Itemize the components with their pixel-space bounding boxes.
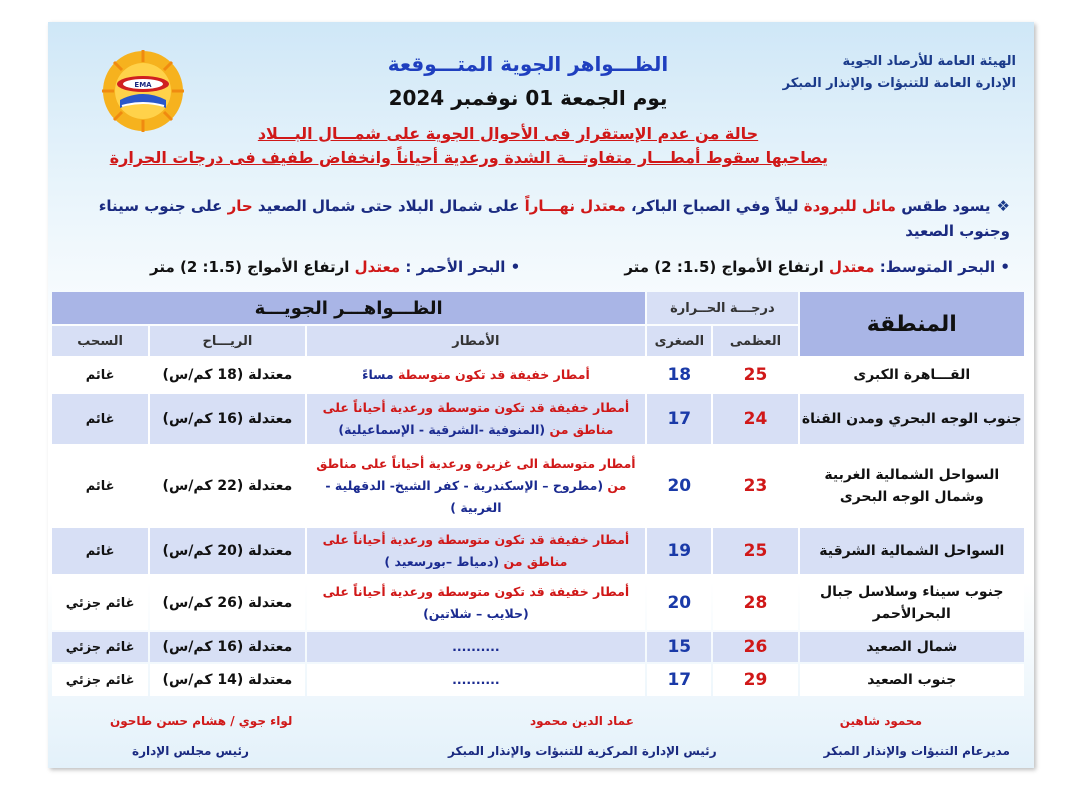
- summary-highlight: حار: [227, 197, 253, 215]
- header-min: الصغرى: [647, 326, 711, 356]
- cell-region: شمال الصعيد: [800, 632, 1024, 662]
- cell-wind: معتدلة (26 كم/س): [150, 576, 304, 630]
- signature-title: رئيس الإدارة المركزية للتنبؤات والإنذار المبكر: [448, 744, 717, 758]
- cell-clouds: غائم: [52, 528, 148, 574]
- med-sea: [624, 258, 1010, 276]
- ema-logo: [100, 48, 186, 134]
- header-region: المنطقة: [800, 292, 1024, 356]
- cell-min-temp: 20: [647, 576, 711, 630]
- cell-max-temp: 28: [713, 576, 797, 630]
- header-clouds: السحب: [52, 326, 148, 356]
- cell-min-temp: 17: [647, 664, 711, 696]
- red-sea-waves: ارتفاع الأمواج (1.5: 2) متر: [150, 258, 355, 276]
- org-department: الإدارة العامة للتنبؤات والإنذار المبكر: [782, 76, 1016, 91]
- sea-state: [80, 258, 1010, 276]
- rain-areas: (مطروح – الإسكندرية - كفر الشيخ- الدقهلية - الغربية ): [325, 478, 604, 515]
- cell-wind: معتدلة (14 كم/س): [150, 664, 304, 696]
- cell-min-temp: 17: [647, 394, 711, 444]
- diamond-bullet-icon: ❖: [996, 197, 1010, 215]
- cell-min-temp: 15: [647, 632, 711, 662]
- signature-name: لواء جوي / هشام حسن طاحون: [110, 714, 293, 728]
- cell-max-temp: 25: [713, 358, 797, 392]
- summary-highlight: معتدل نهـــاراً: [524, 197, 626, 215]
- cell-rain: [307, 528, 646, 574]
- cell-rain: [307, 664, 646, 696]
- cell-rain: [307, 394, 646, 444]
- rain-text: أمطار خفيفة قد تكون متوسطة: [393, 367, 590, 382]
- cell-clouds: غائم جزئي: [52, 664, 148, 696]
- rain-areas: (حلايب – شلاتين): [423, 606, 529, 621]
- table-row: [52, 576, 1024, 630]
- signature-2: [530, 714, 634, 728]
- cell-max-temp: 29: [713, 664, 797, 696]
- summary-part: ليلاً وفي الصباح الباكر،: [625, 197, 804, 215]
- rain-areas: (دمياط –بورسعيد ): [384, 554, 500, 569]
- med-sea-state: معتدل: [828, 258, 875, 276]
- cell-region: القـــاهرة الكبرى: [800, 358, 1024, 392]
- cell-clouds: غائم: [52, 394, 148, 444]
- logo-text: EMA: [134, 81, 152, 89]
- cell-region: جنوب سيناء وسلاسل جبال البحرالأحمر: [800, 576, 1024, 630]
- signature-title: رئيس مجلس الإدارة: [132, 744, 249, 758]
- header-rain: الأمطار: [307, 326, 646, 356]
- table-row: [52, 446, 1024, 526]
- header-phenomena: الظـــواهـــر الجويـــة: [52, 292, 645, 324]
- signature-2-title-box: [448, 744, 717, 758]
- cell-rain: [307, 358, 646, 392]
- signature-3-title-box: [132, 744, 249, 758]
- signature-title: مديرعام التنبؤات والإنذار المبكر: [823, 744, 1010, 758]
- page-title: الظـــواهر الجوية المتـــوقعة: [387, 52, 669, 76]
- headline-line-1: حالة من عدم الإستقرار فى الأحوال الجوية على شمـــال البـــلاد: [257, 124, 759, 143]
- header-temperature: درجـــة الحــرارة: [647, 292, 797, 324]
- table-row: [52, 528, 1024, 574]
- table-row: [52, 664, 1024, 696]
- rain-text: أمطار خفيفة قد تكون متوسطة ورعدية أحياناً على مناطق من: [322, 532, 630, 569]
- cell-region: السواحل الشمالية الشرقية: [800, 528, 1024, 574]
- header-wind: الريـــاح: [150, 326, 304, 356]
- rain-text: أمطار متوسطة الى غزيرة ورعدية أحياناً على مناطق من: [316, 456, 636, 493]
- forecast-date: يوم الجمعة 01 نوفمبر 2024: [388, 86, 668, 110]
- header-max: العظمى: [713, 326, 797, 356]
- red-sea-label: • البحر الأحمر :: [400, 258, 521, 276]
- rain-areas: (المنوفية -الشرقية - الإسماعيلية): [338, 422, 546, 437]
- summary-part: يسود طقس: [895, 197, 991, 215]
- cell-wind: معتدلة (20 كم/س): [150, 528, 304, 574]
- cell-min-temp: 18: [647, 358, 711, 392]
- cell-region: جنوب الوجه البحري ومدن القناة: [800, 394, 1024, 444]
- cell-clouds: غائم جزئي: [52, 632, 148, 662]
- summary-highlight: مائل للبرودة: [803, 197, 896, 215]
- weather-summary: [80, 194, 1010, 244]
- red-sea: [150, 258, 520, 276]
- summary-part: على شمال البلاد حتى شمال الصعيد: [252, 197, 525, 215]
- cell-rain: [307, 632, 646, 662]
- cell-max-temp: 26: [713, 632, 797, 662]
- med-sea-waves: ارتفاع الأمواج (1.5: 2) متر: [624, 258, 829, 276]
- cell-min-temp: 20: [647, 446, 711, 526]
- cell-max-temp: 23: [713, 446, 797, 526]
- forecast-table: [50, 290, 1026, 698]
- signature-name: محمود شاهين: [839, 714, 922, 728]
- rain-text: أمطار خفيفة قد تكون متوسطة ورعدية أحياناً على: [322, 584, 630, 599]
- cell-wind: معتدلة (18 كم/س): [150, 358, 304, 392]
- med-sea-label: • البحر المتوسط:: [874, 258, 1010, 276]
- summary-part: على جنوب سيناء وجنوب الصعيد: [98, 197, 1010, 240]
- cell-min-temp: 19: [647, 528, 711, 574]
- cell-region: جنوب الصعيد: [800, 664, 1024, 696]
- signature-1-title-box: [824, 744, 1010, 758]
- cell-rain: [307, 576, 646, 630]
- cell-max-temp: 24: [713, 394, 797, 444]
- cell-wind: معتدلة (16 كم/س): [150, 394, 304, 444]
- red-sea-state: معتدل: [354, 258, 401, 276]
- cell-rain: [307, 446, 646, 526]
- cell-clouds: غائم جزئي: [52, 576, 148, 630]
- table-row: [52, 394, 1024, 444]
- signature-1: [840, 714, 922, 728]
- signature-3: [110, 714, 292, 728]
- rain-text: أمطار خفيفة قد تكون متوسطة ورعدية أحياناً على مناطق من: [322, 400, 630, 437]
- cell-clouds: غائم: [52, 446, 148, 526]
- rain-areas: مساءً: [362, 367, 394, 382]
- org-name: الهيئة العامة للأرصاد الجوية: [842, 54, 1016, 69]
- cell-clouds: غائم: [52, 358, 148, 392]
- table-row: [52, 358, 1024, 392]
- signature-name: عماد الدين محمود: [530, 714, 634, 728]
- forecast-bulletin: [48, 22, 1034, 768]
- table-row: [52, 632, 1024, 662]
- cell-region: السواحل الشمالية الغربية وشمال الوجه البحرى: [800, 446, 1024, 526]
- headline-line-2: يصاحبها سقوط أمطـــار متفاوتـــة الشدة ورعدية أحياناً وانخفاض طفيف فى درجات الحرارة: [109, 148, 828, 167]
- cell-wind: معتدلة (16 كم/س): [150, 632, 304, 662]
- cell-max-temp: 25: [713, 528, 797, 574]
- rain-areas: ..........: [452, 672, 500, 687]
- cell-wind: معتدلة (22 كم/س): [150, 446, 304, 526]
- rain-areas: ..........: [452, 639, 500, 654]
